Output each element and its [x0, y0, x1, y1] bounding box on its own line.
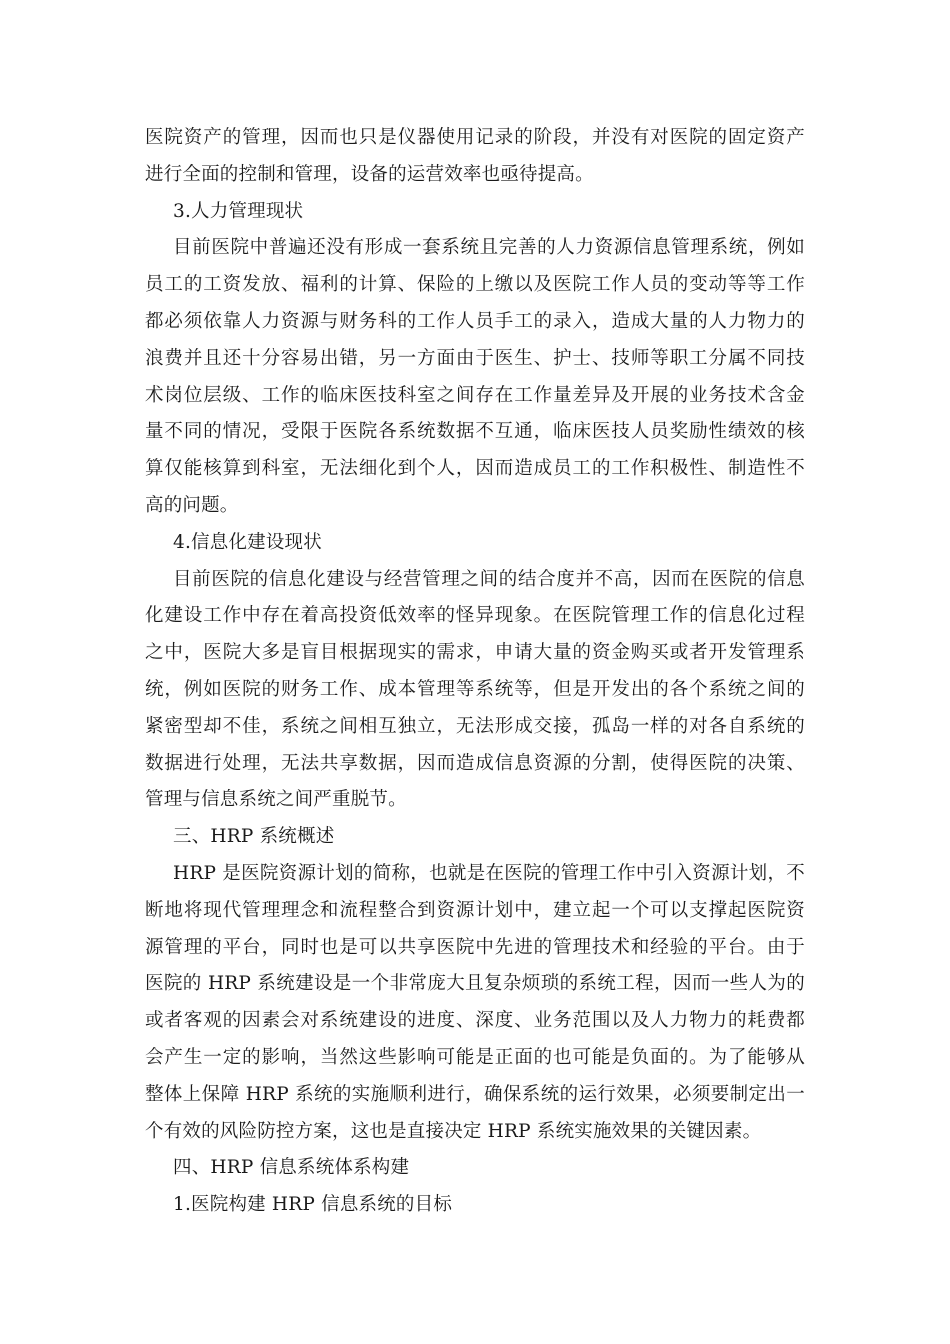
body-text-line: 都必须依靠人力资源与财务科的工作人员手工的录入，造成大量的人力物力的 — [145, 310, 805, 332]
section-heading-hrp-system-construction: 四、HRP 信息系统体系构建 — [173, 1157, 410, 1179]
paragraph-first-line: 目前医院的信息化建设与经营管理之间的结合度并不高，因而在医院的信息 — [173, 568, 805, 590]
body-text-line: 进行全面的控制和管理，设备的运营效率也亟待提高。 — [145, 163, 594, 185]
body-text-line: 统，例如医院的财务工作、成本管理等系统等，但是开发出的各个系统之间的 — [145, 678, 805, 700]
body-text-line: 医院资产的管理，因而也只是仪器使用记录的阶段，并没有对医院的固定资产 — [145, 127, 805, 148]
body-text-line: 断地将现代管理理念和流程整合到资源计划中，建立起一个可以支撑起医院资 — [145, 899, 805, 921]
body-text-line: 或者客观的因素会对系统建设的进度、深度、业务范围以及人力物力的耗费都 — [145, 1010, 805, 1032]
body-text-line: 员工的工资发放、福利的计算、保险的上缴以及医院工作人员的变动等等工作 — [145, 274, 805, 296]
subsection-heading-hrp-goal: 1.医院构建 HRP 信息系统的目标 — [173, 1194, 453, 1216]
section-heading-hrp-overview: 三、HRP 系统概述 — [173, 826, 335, 848]
body-text-line: 化建设工作中存在着高投资低效率的怪异现象。在医院管理工作的信息化过程 — [145, 605, 805, 627]
body-text-line: 浪费并且还十分容易出错，另一方面由于医生、护士、技师等职工分属不同技 — [145, 347, 805, 369]
body-text-line: 管理与信息系统之间严重脱节。 — [145, 789, 407, 811]
body-text-line: 算仅能核算到科室，无法细化到个人，因而造成员工的工作积极性、制造性不 — [145, 458, 805, 480]
body-text-line: 紧密型却不佳，系统之间相互独立，无法形成交接，孤岛一样的对各自系统的 — [145, 715, 805, 737]
paragraph-first-line: 目前医院中普遍还没有形成一套系统且完善的人力资源信息管理系统，例如 — [173, 237, 805, 259]
body-text-line: 高的问题。 — [145, 494, 239, 516]
body-text-line: 整体上保障 HRP 系统的实施顺利进行，确保系统的运行效果，必须要制定出一 — [145, 1083, 805, 1105]
body-text-line: 源管理的平台，同时也是可以共享医院中先进的管理技术和经验的平台。由于 — [145, 936, 805, 958]
paragraph-first-line: HRP 是医院资源计划的简称，也就是在医院的管理工作中引入资源计划，不 — [173, 862, 805, 884]
document-body — [145, 120, 805, 1224]
body-text-line: 量不同的情况，受限于医院各系统数据不互通，临床医技人员奖励性绩效的核 — [145, 421, 805, 443]
body-text-line: 之中，医院大多是盲目根据现实的需求，申请大量的资金购买或者开发管理系 — [145, 642, 805, 664]
body-text-line: 医院的 HRP 系统建设是一个非常庞大且复杂烦琐的系统工程，因而一些人为的 — [145, 973, 805, 995]
body-text-line: 术岗位层级、工作的临床医技科室之间存在工作量差异及开展的业务技术含金 — [145, 384, 805, 406]
body-text-line: 数据进行处理，无法共享数据，因而造成信息资源的分割，使得医院的决策、 — [145, 752, 805, 774]
section-heading-hr-status: 3.人力管理现状 — [173, 200, 304, 222]
body-text-line: 会产生一定的影响，当然这些影响可能是正面的也可能是负面的。为了能够从 — [145, 1046, 805, 1068]
section-heading-informatization-status: 4.信息化建设现状 — [173, 531, 322, 553]
body-text-line: 个有效的风险防控方案，这也是直接决定 HRP 系统实施效果的关键因素。 — [145, 1120, 762, 1142]
